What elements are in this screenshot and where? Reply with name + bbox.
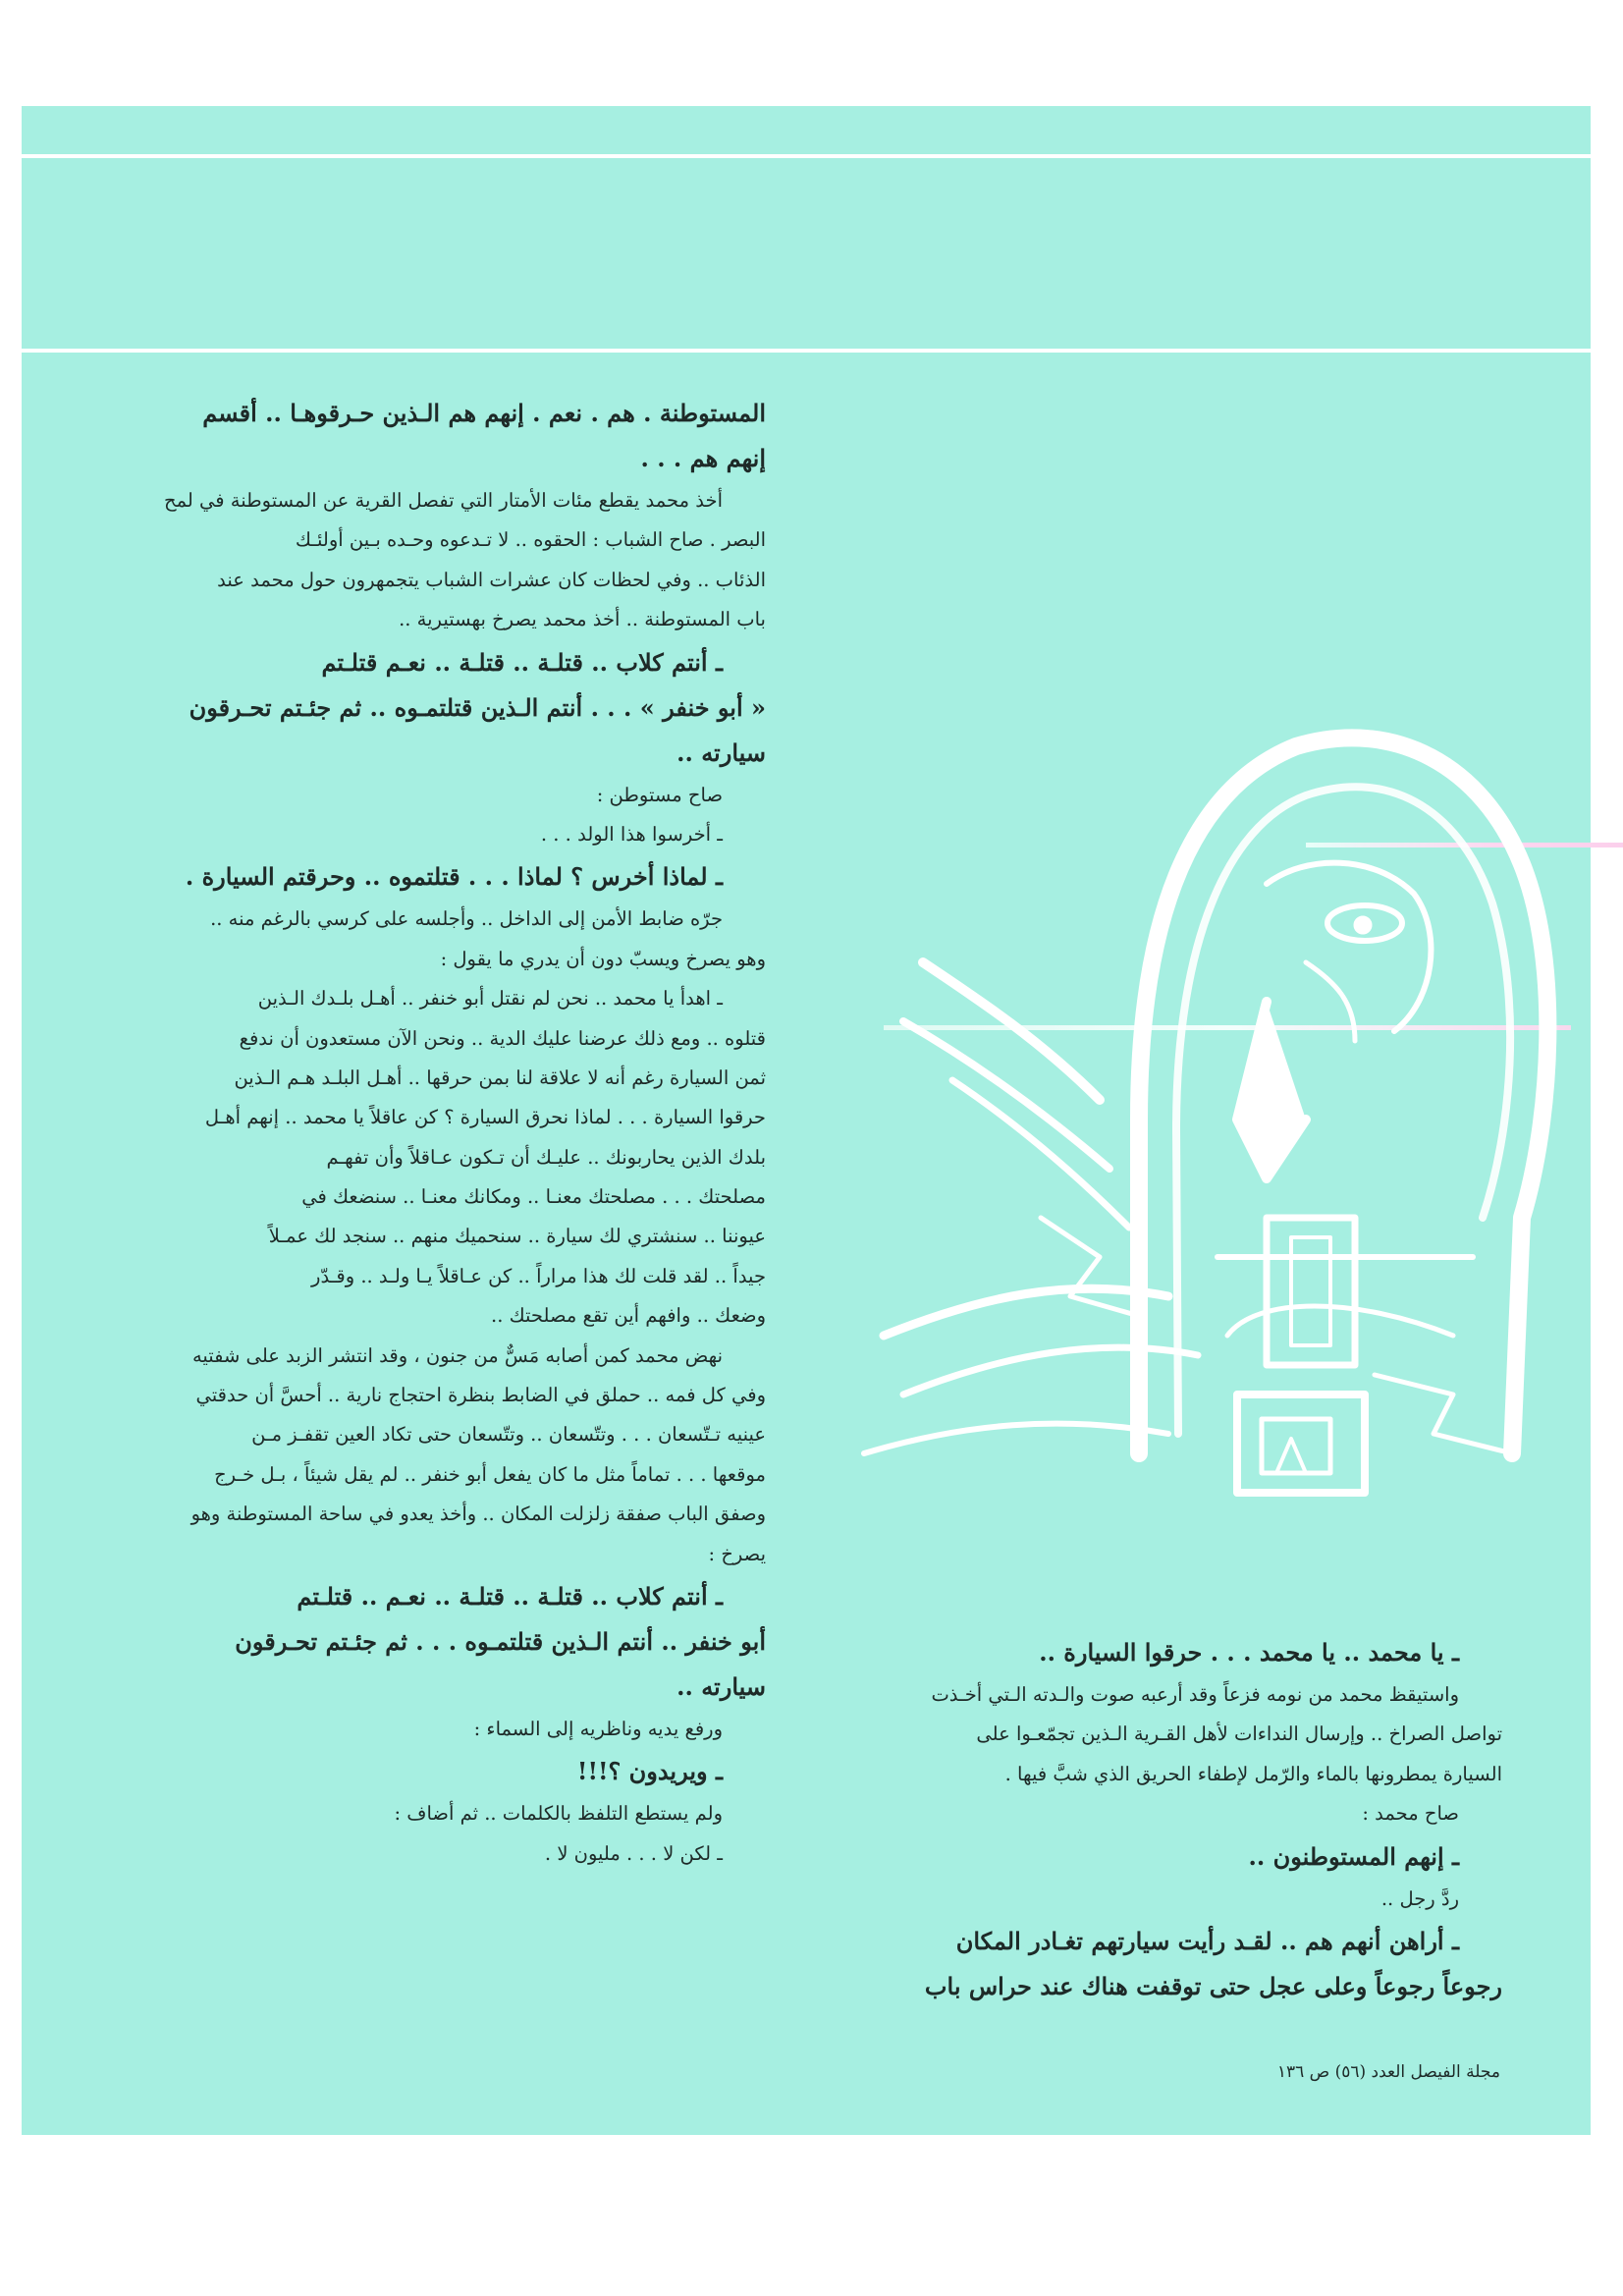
right-column-line: السيارة يمطرونها بالماء والرّمل لإطفاء الحريق الذي شبَّ فيها . <box>1004 1762 1502 1785</box>
left-column-line: ـ اهدأ يا محمد .. نحن لم نقتل أبو خنفر .. أهـل بلـدك الـذين <box>257 987 723 1011</box>
right-column-line: ـ أراهن أنهم هم .. لقـد رأيت سيارتهم تغـادر المكان <box>955 1926 1459 1955</box>
left-column-line: يصرخ : <box>708 1542 766 1565</box>
left-column-line: إنهم هم . . . <box>640 444 766 472</box>
right-column-line: واستيقظ محمد من نومه فزعاً وقد أرعبه صوت والـدته الـتي أخـذت <box>931 1683 1459 1706</box>
left-column-line: المستوطنة . هم . نعم . إنهم هم الـذين حـرقوهـا .. أقسم <box>202 399 766 427</box>
right-column-line: صاح محمد : <box>1362 1802 1459 1826</box>
page-caption: مجلة الفيصل العدد (٥٦) ص ١٣٦ <box>1276 2062 1500 2082</box>
left-column-line: وضعك .. وافهم أين تقع مصلحتك .. <box>491 1304 766 1328</box>
left-column-line: وصفق الباب صفقة زلزلت المكان .. وأخذ يعدو في ساحة المستوطنة وهو <box>190 1503 766 1526</box>
left-column-line: البصر . صاح الشباب : الحقوه .. لا تـدعوه وحـده بـين أولئـك <box>295 528 766 552</box>
left-column-line: عينيه تـتّسعان . . . وتتّسعان .. وتتّسعان حتى تكاد العين تقفـز مـن <box>251 1423 766 1447</box>
left-column-line: « أبو خنفر » . . . أنتم الـذين قتلتمـوه .. ثم جئـتم تحـرقون <box>189 692 766 722</box>
left-column-line: سيارته .. <box>676 738 766 767</box>
left-column-line: وهو يصرخ ويسبّ دون أن يدري ما يقول : <box>440 947 766 970</box>
right-column-line: ردَّ رجل .. <box>1380 1886 1459 1910</box>
left-column-line: قتلوه .. ومع ذلك عرضنا عليك الدية .. ونحن الآن مستعدون أن ندفع <box>239 1026 766 1050</box>
left-column-line: جرّه ضابط الأمن إلى الداخل .. وأجلسه على كرسي بالرغم منه .. <box>210 907 723 931</box>
left-column-line: أخذ محمد يقطع مئات الأمتار التي تفصل القرية عن المستوطنة في لمح <box>164 489 723 512</box>
left-column-line: ثمن السيارة رغم أنه لا علاقة لنا بمن حرقها .. أهـل البلـد هـم الـذين <box>234 1066 766 1089</box>
left-column-line: مصلحتك . . . مصلحتك معنـا .. ومكانك معنـا .. سنضعك في <box>301 1185 766 1209</box>
left-column-line: صاح مستوطن : <box>596 783 723 806</box>
right-column-line: رجوعاً رجوعاً وعلى عجل حتى توقفت هناك عند حراس باب <box>924 1971 1502 2000</box>
left-column-line: ـ أخرسوا هذا الولد . . . <box>540 822 723 846</box>
header-rule <box>22 349 1591 353</box>
left-column-line: ولم يستطع التلفظ بالكلمات .. ثم أضاف : <box>394 1802 723 1826</box>
right-column-line: تواصل الصراخ .. وإرسال النداءات لأهل القـرية الـذين تجمّعـوا على <box>976 1722 1502 1746</box>
top-rule <box>22 154 1591 158</box>
left-column-line: ـ أنتم كلاب .. قتلـة .. قتلـة .. نعـم .. قتلـتم <box>297 1581 723 1611</box>
left-column-line: أبو خنفر .. أنتم الـذين قتلتمـوه . . . ثم جئـتم تحـرقون <box>235 1626 766 1656</box>
left-column-line: جيداً .. لقد قلت لك هذا مراراً .. كن عـاقلاً يـا ولـد .. وقـدّر <box>311 1264 766 1287</box>
left-column-line: الذئاب .. وفي لحظات كان عشرات الشباب يتجمهرون حول محمد عند <box>217 568 766 591</box>
left-column <box>106 391 766 1874</box>
figure-illustration <box>844 707 1591 1512</box>
left-column-line: نهض محمد كمن أصابه مَسٌّ من جنون ، وقد انتشر الزبد على شفتيه <box>191 1343 723 1367</box>
left-column-line: موقعها . . . تماماً مثل ما كان يفعل أبو خنفر .. لم يقل شيئاً ، بـل خـرج <box>214 1462 766 1486</box>
right-column-line: ـ يا محمد .. يا محمد . . . حرقوا السيارة .. <box>1039 1638 1459 1667</box>
left-column-line: ورفع يديه وناظريه إلى السماء : <box>473 1717 723 1740</box>
left-column-line: ـ ويريدون ؟!!! <box>576 1757 723 1786</box>
right-column-line: ـ إنهم المستوطنون .. <box>1248 1841 1459 1871</box>
left-column-line: ـ لماذا أخرس ؟ لماذا . . . قتلتموه .. وحرقتم السيارة . <box>185 862 723 892</box>
left-column-line: وفي كل فمه .. حملق في الضابط بنظرة احتجاج نارية .. أحسَّ أن حدقتي <box>195 1384 766 1407</box>
left-column-line: باب المستوطنة .. أخذ محمد يصرخ بهستيرية .. <box>399 608 766 631</box>
left-column-line: سيارته .. <box>676 1671 766 1701</box>
left-column-line: ـ لكن لا . . . مليون لا . <box>544 1841 723 1865</box>
left-column-line: بلدك الذين يحاربونك .. عليـك أن تـكون عـاقلاً وأن تفهـم <box>326 1145 766 1169</box>
left-column-line: حرقوا السيارة . . . لماذا نحرق السيارة ؟ كن عاقلاً يا محمد .. إنهم أهـل <box>204 1106 766 1129</box>
left-column-line: ـ أنتم كلاب .. قتلـة .. قتلـة .. نعـم قتلـتم <box>321 647 723 677</box>
left-column-line: عيوننا .. سنشتري لك سيارة .. سنحميك منهم .. سنجد لك عمـلاً <box>268 1225 766 1248</box>
right-column <box>854 1630 1502 2009</box>
